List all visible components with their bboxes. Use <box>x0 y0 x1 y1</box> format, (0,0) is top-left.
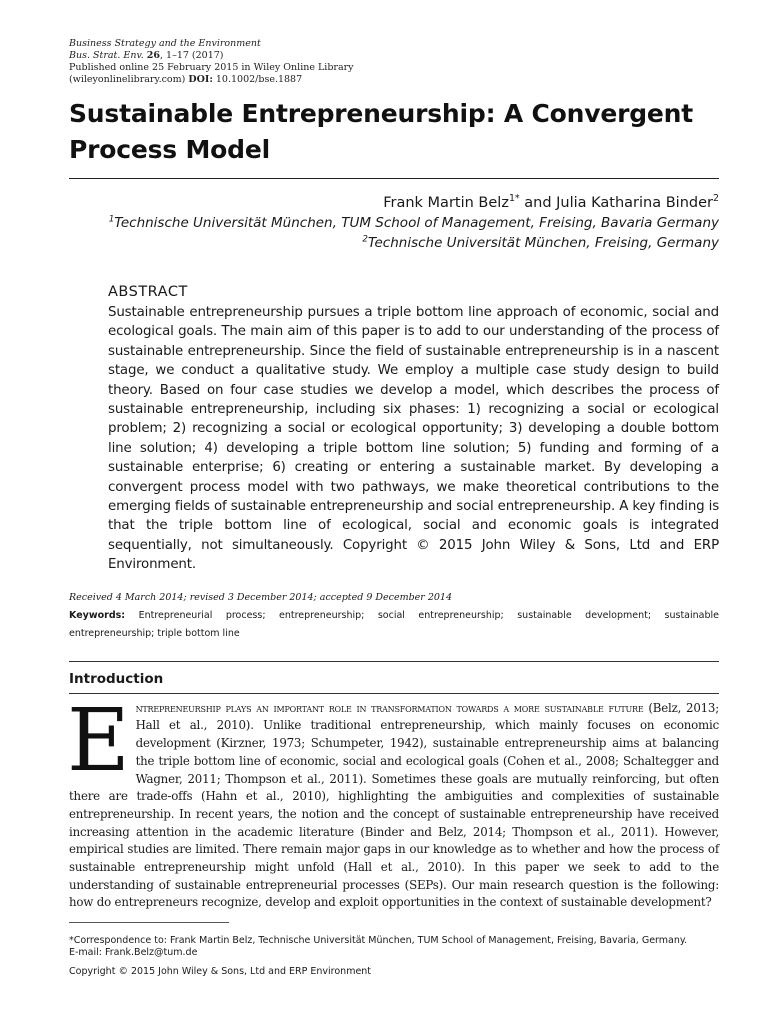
keywords-label: Keywords: <box>69 609 126 621</box>
received-dates: Received 4 March 2014; revised 3 December 2014; accepted 9 December 2014 <box>69 591 453 603</box>
doi-link[interactable]: 10.1002/bse.1887 <box>215 74 303 85</box>
author-2-mark: 2 <box>713 193 719 205</box>
section-rule-top <box>69 661 719 662</box>
copyright-footer: Copyright © 2015 John Wiley & Sons, Ltd and ERP Environment <box>69 966 372 977</box>
affiliation-1-text: Technische Universität München, TUM School of Management, Freising, Bavaria Germany <box>114 215 719 231</box>
author-names <box>69 193 719 213</box>
doi-line <box>69 74 719 86</box>
correspondence-text: *Correspondence to: Frank Martin Belz, Technische Universität München, TUM School of Management, Freising, Bavaria, Germany. <box>69 935 688 947</box>
journal-pages: , 1–17 (2017) <box>159 50 224 61</box>
journal-abbrev: Bus. Strat. Env. <box>69 50 144 61</box>
author-2: Julia Katharina Binder <box>556 195 713 211</box>
author-1: Frank Martin Belz <box>383 195 509 211</box>
affiliation-1 <box>69 213 719 233</box>
author-block <box>69 193 719 253</box>
drop-cap: E <box>67 690 130 791</box>
abstract-heading: ABSTRACT <box>108 284 188 300</box>
journal-name: Business Strategy and the Environment <box>69 38 261 49</box>
correspondence <box>69 935 719 959</box>
abstract-text: Sustainable entrepreneurship pursues a triple bottom line approach of economic, social and ecological goals. The main aim of this paper is to add to our understanding of the process of sustainable entrepreneurship. Since the field of sustainable entrepreneurship is in a nascent stage, we conduct a qualitative study. We employ a multiple case study design to build theory. Based on four case studies we develop a model, which describes the process of sustainable entrepreneurship, including six phases: 1) recognizing a social or ecological problem; 2) recognizing a social or ecological opportunity; 3) developing a double bottom line solution; 4) developing a triple bottom line solution; 5) funding and forming of a sustainable enterprise; 6) creating or entering a sustainable market. By developing a convergent process model with two pathways, we make theoretical contributions to the emerging fields of sustainable entrepreneurship and social entrepreneurship. A key finding is that the triple bottom line of ecological, social and economic goals is integrated sequentially, not simultaneously. Copyright © 2015 John Wiley & Sons, Ltd and ERP Environment. <box>108 305 720 573</box>
keywords <box>69 607 719 643</box>
keywords-text: Entrepreneurial process; entrepreneurship; social entrepreneurship; sustainable development; sustainable entrepreneurship; triple bottom line <box>69 609 720 639</box>
affiliation-2 <box>69 233 719 253</box>
title-rule <box>69 178 719 179</box>
abstract <box>108 283 719 575</box>
affiliation-2-mark: 2 <box>362 234 368 245</box>
intro-body: (Belz, 2013; Hall et al., 2010). Unlike traditional entrepreneurship, which mainly focuses on economic development (Kirzner, 1973; Schumpeter, 1942), sustainable entrepreneurship aims at balancing the triple bottom line of economic, social and ecological goals (Cohen et al., 2008; Schaltegger and Wagner, 2011; Thompson et al., 2011). Sometimes these goals are mutually reinforcing, but often there are trade-offs (Hahn et al., 2010), highlighting the ambiguities and complexities of sustainable entrepreneurship. In recent years, the notion and the concept of sustainable entrepreneurship have received increasing attention in the academic literature (Binder and Belz, 2014; Thompson et al., 2011). However, empirical studies are limited. There remain major gaps in our knowledge as to whether and how the process of sustainable entrepreneurship might unfold (Hall et al., 2010). In this paper we seek to add to the understanding of sustainable entrepreneurial processes (SEPs). Our main research question is the following: how do entrepreneurs recognize, develop and exploit opportunities in the context of sustainable development? <box>69 700 720 910</box>
article-title: Sustainable Entrepreneurship: A Convergent Process Model <box>69 99 694 164</box>
doi-label: DOI: <box>188 74 213 85</box>
journal-citation <box>69 50 719 62</box>
section-heading-introduction: Introduction <box>69 670 164 687</box>
intro-lead: ntrepreneurship plays an important role in transformation towards a more sustainable future <box>135 700 644 715</box>
author-1-mark: 1* <box>508 193 520 205</box>
article-page <box>69 38 719 959</box>
footnote-rule <box>69 922 229 923</box>
affiliation-2-text: Technische Universität München, Freising, Germany <box>367 235 719 251</box>
section-rule-bottom <box>69 693 719 694</box>
correspondence-email[interactable]: E-mail: Frank.Belz@tum.de <box>69 947 198 959</box>
affiliation-1-mark: 1 <box>108 214 115 225</box>
published-online: Published online 25 February 2015 in Wiley Online Library <box>69 62 354 73</box>
journal-info <box>69 38 719 86</box>
introduction-text <box>67 690 720 912</box>
journal-volume: 26 <box>146 50 160 61</box>
author-connector: and <box>519 195 557 211</box>
doi-prefix: (wileyonlinelibrary.com) <box>69 74 186 85</box>
